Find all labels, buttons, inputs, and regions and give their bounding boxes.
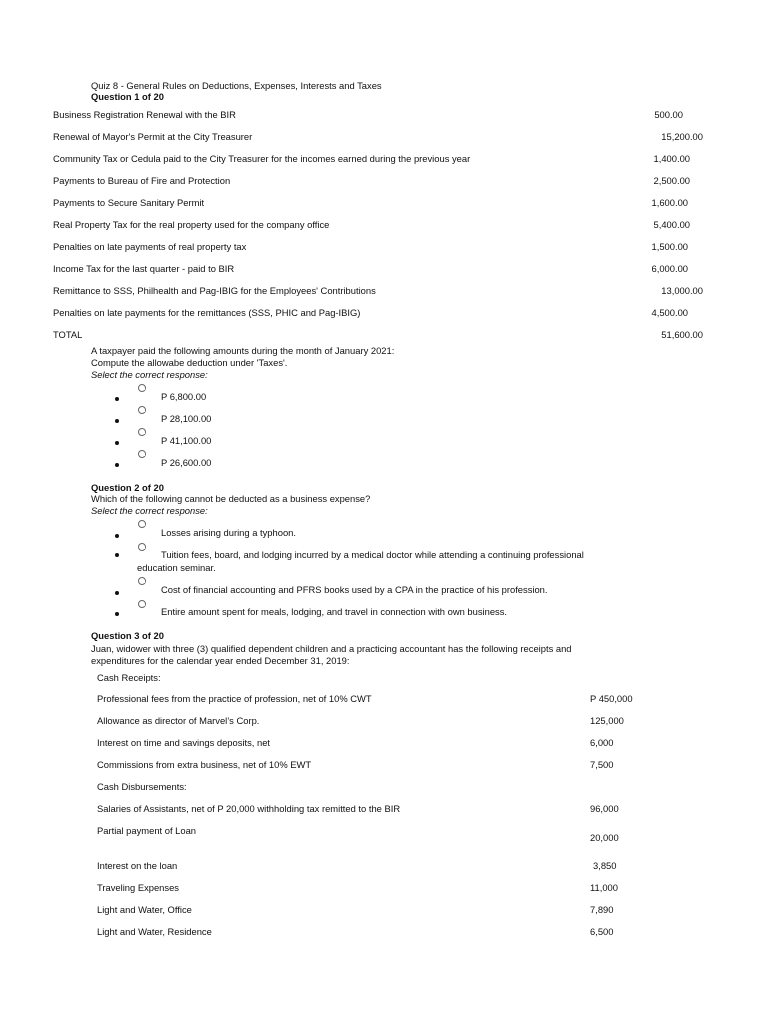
bullet-icon: [115, 419, 119, 423]
row-label: Light and Water, Residence: [97, 926, 212, 937]
option-label: P 28,100.00: [161, 413, 212, 424]
row-label: Business Registration Renewal with the BIR: [53, 109, 236, 120]
q2-instruction: Select the correct response:: [91, 505, 208, 516]
q2-prompt: Which of the following cannot be deducted as a business expense?: [91, 493, 371, 504]
row-amount: 11,000: [590, 882, 618, 893]
row-label: Remittance to SSS, Philhealth and Pag-IBIG for the Employees' Contributions: [53, 285, 376, 296]
row-amount: 125,000: [590, 715, 624, 726]
row-label: Allowance as director of Marvel’s Corp.: [97, 715, 260, 726]
table-row: [53, 175, 703, 187]
radio-button-icon[interactable]: [138, 450, 146, 458]
cash-receipts-label: Cash Receipts:: [97, 672, 161, 683]
table-row: [97, 926, 637, 938]
bullet-icon: [115, 553, 119, 557]
bullet-icon: [115, 463, 119, 467]
table-row: [97, 803, 637, 815]
row-amount: 1,400.00: [653, 153, 690, 164]
table-row: [97, 860, 637, 872]
row-label: Professional fees from the practice of profession, net of 10% CWT: [97, 693, 372, 704]
table-row: [53, 307, 703, 319]
row-amount: 15,200.00: [661, 131, 703, 142]
table-row: [53, 241, 703, 253]
row-label: Commissions from extra business, net of 10% EWT: [97, 759, 312, 770]
row-label: Light and Water, Office: [97, 904, 192, 915]
bullet-icon: [115, 612, 119, 616]
q1-heading: Question 1 of 20: [91, 91, 164, 102]
row-amount: 7,500: [590, 759, 614, 770]
table-row: [53, 131, 703, 143]
row-amount: 96,000: [590, 803, 619, 814]
option-label: Tuition fees, board, and lodging incurred by a medical doctor while attending a continuing professional: [161, 549, 584, 560]
table-row: [53, 285, 703, 297]
row-label: Penalties on late payments of real property tax: [53, 241, 247, 252]
option-label: P 41,100.00: [161, 435, 212, 446]
bullet-icon: [115, 591, 119, 595]
table-row: [53, 109, 703, 121]
row-amount: 6,500: [590, 926, 614, 937]
q3-prompt-line2: expenditures for the calendar year ended December 31, 2019:: [91, 655, 350, 666]
radio-button-icon[interactable]: [138, 384, 146, 392]
table-row: [53, 263, 703, 275]
q3-heading: Question 3 of 20: [91, 630, 164, 641]
option-label: P 26,600.00: [161, 457, 212, 468]
table-row: [53, 219, 703, 231]
row-label: Payments to Bureau of Fire and Protection: [53, 175, 231, 186]
table-row: [97, 825, 637, 843]
row-label: TOTAL: [53, 329, 83, 340]
q3-prompt-line1: Juan, widower with three (3) qualified dependent children and a practicing accountant has the following receipts and: [91, 643, 572, 654]
radio-button-icon[interactable]: [138, 428, 146, 436]
row-label: Interest on time and savings deposits, net: [97, 737, 271, 748]
option-label-continued: education seminar.: [137, 562, 216, 573]
row-amount: 20,000: [590, 832, 619, 843]
row-label: Community Tax or Cedula paid to the City Treasurer for the incomes earned during the previous year: [53, 153, 471, 164]
row-label: Real Property Tax for the real property used for the company office: [53, 219, 330, 230]
row-label: Partial payment of Loan: [97, 825, 197, 836]
row-amount: 6,000: [590, 737, 614, 748]
option-label: P 6,800.00: [161, 391, 207, 402]
table-row: [97, 759, 637, 771]
quiz-title: Quiz 8 - General Rules on Deductions, Expenses, Interests and Taxes: [91, 80, 382, 91]
radio-button-icon[interactable]: [138, 600, 146, 608]
row-label: Renewal of Mayor's Permit at the City Treasurer: [53, 131, 253, 142]
q1-prompt-line2: Compute the allowabe deduction under 'Taxes'.: [91, 357, 288, 368]
row-label: Income Tax for the last quarter - paid to BIR: [53, 263, 235, 274]
row-amount: 4,500.00: [651, 307, 688, 318]
row-amount: 6,000.00: [651, 263, 688, 274]
option-label: Entire amount spent for meals, lodging, and travel in connection with own business.: [161, 606, 508, 617]
table-row: [97, 715, 637, 727]
row-label: Payments to Secure Sanitary Permit: [53, 197, 205, 208]
bullet-icon: [115, 534, 119, 538]
option-label: Losses arising during a typhoon.: [161, 527, 296, 538]
table-row: [97, 737, 637, 749]
bullet-icon: [115, 397, 119, 401]
bullet-icon: [115, 441, 119, 445]
row-amount: 1,500.00: [651, 241, 688, 252]
q1-instruction: Select the correct response:: [91, 369, 208, 380]
row-label: Interest on the loan: [97, 860, 178, 871]
row-amount: 500.00: [654, 109, 683, 120]
table-row-total: [53, 329, 703, 341]
radio-button-icon[interactable]: [138, 543, 146, 551]
q1-prompt-line1: A taxpayer paid the following amounts during the month of January 2021:: [91, 345, 395, 356]
row-label: Traveling Expenses: [97, 882, 179, 893]
table-row: [97, 693, 637, 705]
radio-button-icon[interactable]: [138, 406, 146, 414]
option-label: Cost of financial accounting and PFRS books used by a CPA in the practice of his profession.: [161, 584, 548, 595]
table-row: [53, 197, 703, 209]
q2-heading: Question 2 of 20: [91, 482, 164, 493]
radio-button-icon[interactable]: [138, 520, 146, 528]
row-amount: 1,600.00: [651, 197, 688, 208]
table-row: [97, 882, 637, 894]
row-amount: 7,890: [590, 904, 614, 915]
cash-disbursements-label: Cash Disbursements:: [97, 781, 187, 792]
row-amount: 2,500.00: [653, 175, 690, 186]
table-row: [97, 904, 637, 916]
radio-button-icon[interactable]: [138, 577, 146, 585]
row-amount: 13,000.00: [661, 285, 703, 296]
row-amount: 51,600.00: [661, 329, 703, 340]
row-label: Salaries of Assistants, net of P 20,000 withholding tax remitted to the BIR: [97, 803, 401, 814]
row-label: Penalties on late payments for the remittances (SSS, PHIC and Pag-IBIG): [53, 307, 361, 318]
row-amount: P 450,000: [590, 693, 633, 704]
row-amount: 3,850: [593, 860, 617, 871]
table-row: [53, 153, 703, 165]
row-amount: 5,400.00: [653, 219, 690, 230]
